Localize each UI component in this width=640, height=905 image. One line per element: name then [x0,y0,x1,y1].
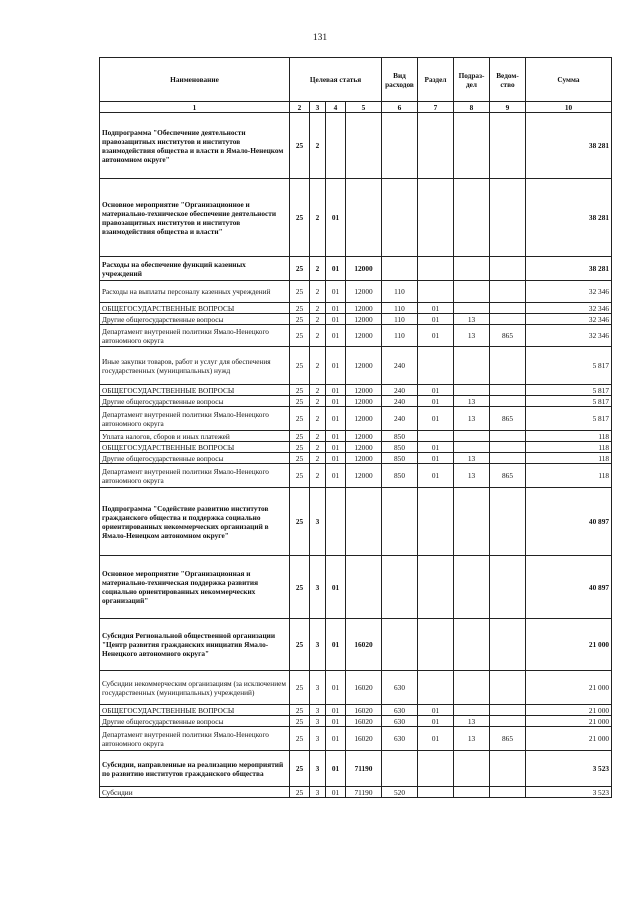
column-number: 5 [346,102,382,113]
code-subprogram: 2 [310,325,326,347]
code-event: 01 [326,325,346,347]
subsection-cell: 13 [454,325,490,347]
code-direction: 16020 [346,619,382,671]
section-cell [418,431,454,442]
expense-type-cell: 520 [382,787,418,798]
expense-type-cell: 110 [382,281,418,303]
row-name: Субсидии некоммерческим организациям (за исключением государственных (муниципальных) учреждений) [100,671,290,705]
department-cell [490,619,526,671]
subsection-cell [454,619,490,671]
amount-cell: 32 346 [526,325,612,347]
amount-cell: 21 000 [526,619,612,671]
code-event: 01 [326,751,346,787]
section-cell: 01 [418,442,454,453]
code-subprogram: 2 [310,464,326,488]
expense-type-cell: 240 [382,385,418,396]
section-cell [418,619,454,671]
row-name: Подпрограмма "Обеспечение деятельности правозащитных институтов и институтов взаимодействия общества и власти в Ямало-Ненецком автономном округе" [100,113,290,179]
code-direction: 12000 [346,396,382,407]
row-name: Расходы на обеспечение функций казенных учреждений [100,257,290,281]
code-subprogram: 3 [310,619,326,671]
subsection-cell: 13 [454,464,490,488]
code-program: 25 [290,619,310,671]
code-event: 01 [326,431,346,442]
section-cell [418,751,454,787]
row-name: ОБЩЕГОСУДАРСТВЕННЫЕ ВОПРОСЫ [100,705,290,716]
table-row [100,396,612,407]
code-program: 25 [290,347,310,385]
code-direction: 12000 [346,431,382,442]
code-subprogram: 3 [310,751,326,787]
table-row [100,787,612,798]
code-subprogram: 3 [310,556,326,619]
code-program: 25 [290,431,310,442]
row-name: Расходы на выплаты персоналу казенных учреждений [100,281,290,303]
expense-type-cell: 630 [382,727,418,751]
department-cell [490,303,526,314]
amount-cell: 21 000 [526,705,612,716]
section-cell: 01 [418,705,454,716]
subsection-cell [454,385,490,396]
row-name: Другие общегосударственные вопросы [100,716,290,727]
table-row [100,179,612,257]
code-direction [346,556,382,619]
row-name: Другие общегосударственные вопросы [100,453,290,464]
amount-cell: 21 000 [526,671,612,705]
department-cell: 865 [490,464,526,488]
header-department: Ведом-ство [490,58,526,102]
section-cell: 01 [418,716,454,727]
code-program: 25 [290,257,310,281]
table-row [100,751,612,787]
expense-type-cell [382,619,418,671]
code-direction: 12000 [346,281,382,303]
amount-cell: 32 346 [526,314,612,325]
expense-type-cell: 110 [382,314,418,325]
code-event: 01 [326,385,346,396]
code-program: 25 [290,385,310,396]
expense-type-cell [382,556,418,619]
amount-cell: 118 [526,431,612,442]
expense-type-cell [382,257,418,281]
subsection-cell: 13 [454,453,490,464]
row-name: Департамент внутренней политики Ямало-Ненецкого автономного округа [100,727,290,751]
code-program: 25 [290,464,310,488]
table-row [100,314,612,325]
subsection-cell [454,113,490,179]
code-subprogram: 2 [310,385,326,396]
section-cell [418,787,454,798]
code-direction: 16020 [346,671,382,705]
header-name: Наименование [100,58,290,102]
section-cell [418,671,454,705]
amount-cell: 118 [526,453,612,464]
header-amount: Сумма [526,58,612,102]
expense-type-cell: 240 [382,407,418,431]
amount-cell: 5 817 [526,396,612,407]
code-direction: 12000 [346,347,382,385]
amount-cell: 5 817 [526,407,612,431]
table-row [100,257,612,281]
column-number: 3 [310,102,326,113]
subsection-cell [454,442,490,453]
expense-type-cell [382,751,418,787]
code-event: 01 [326,464,346,488]
expense-type-cell: 110 [382,303,418,314]
section-cell: 01 [418,464,454,488]
subsection-cell [454,705,490,716]
section-cell: 01 [418,325,454,347]
code-direction: 71190 [346,751,382,787]
table-row [100,705,612,716]
expense-type-cell: 850 [382,431,418,442]
table-row [100,281,612,303]
code-program: 25 [290,113,310,179]
table-row [100,303,612,314]
code-direction: 16020 [346,716,382,727]
expense-type-cell [382,113,418,179]
column-number: 10 [526,102,612,113]
department-cell [490,716,526,727]
expense-type-cell: 850 [382,442,418,453]
code-program: 25 [290,179,310,257]
code-subprogram: 2 [310,179,326,257]
code-direction: 16020 [346,727,382,751]
code-subprogram: 2 [310,396,326,407]
table-row [100,113,612,179]
code-event: 01 [326,787,346,798]
code-subprogram: 3 [310,787,326,798]
subsection-cell: 13 [454,314,490,325]
amount-cell: 40 897 [526,488,612,556]
section-cell [418,347,454,385]
code-direction: 12000 [346,303,382,314]
code-subprogram: 3 [310,716,326,727]
column-number: 2 [290,102,310,113]
code-event: 01 [326,671,346,705]
section-cell [418,113,454,179]
subsection-cell [454,179,490,257]
table-body [100,113,612,798]
subsection-cell [454,431,490,442]
code-direction [346,113,382,179]
code-program: 25 [290,671,310,705]
amount-cell: 118 [526,464,612,488]
code-program: 25 [290,303,310,314]
amount-cell: 5 817 [526,385,612,396]
table-header-row [100,58,612,102]
amount-cell: 32 346 [526,303,612,314]
subsection-cell [454,347,490,385]
code-program: 25 [290,751,310,787]
table-row [100,431,612,442]
row-name: Другие общегосударственные вопросы [100,396,290,407]
section-cell [418,257,454,281]
table-row [100,727,612,751]
code-event: 01 [326,453,346,464]
department-cell [490,488,526,556]
department-cell: 865 [490,407,526,431]
subsection-cell [454,488,490,556]
department-cell [490,113,526,179]
expense-type-cell: 240 [382,396,418,407]
code-subprogram: 2 [310,303,326,314]
section-cell: 01 [418,407,454,431]
code-event: 01 [326,303,346,314]
code-subprogram: 2 [310,431,326,442]
code-direction: 12000 [346,325,382,347]
table-row [100,716,612,727]
code-program: 25 [290,787,310,798]
section-cell: 01 [418,453,454,464]
department-cell [490,751,526,787]
row-name: Департамент внутренней политики Ямало-Ненецкого автономного округа [100,464,290,488]
row-name: ОБЩЕГОСУДАРСТВЕННЫЕ ВОПРОСЫ [100,442,290,453]
code-event: 01 [326,716,346,727]
table-row [100,488,612,556]
code-direction: 16020 [346,705,382,716]
code-subprogram: 2 [310,113,326,179]
subsection-cell [454,751,490,787]
amount-cell: 38 281 [526,113,612,179]
row-name: Другие общегосударственные вопросы [100,314,290,325]
table-row [100,556,612,619]
department-cell: 865 [490,325,526,347]
expense-type-cell: 630 [382,671,418,705]
subsection-cell [454,787,490,798]
code-event: 01 [326,556,346,619]
amount-cell: 21 000 [526,727,612,751]
code-subprogram: 2 [310,453,326,464]
column-number: 8 [454,102,490,113]
code-direction: 71190 [346,787,382,798]
section-cell: 01 [418,314,454,325]
section-cell: 01 [418,727,454,751]
subsection-cell [454,556,490,619]
section-cell: 01 [418,396,454,407]
row-name: Основное мероприятие "Организационное и материально-техническое обеспечение деятельности правозащитных институтов и институтов взаимодействия общества и власти" [100,179,290,257]
amount-cell: 5 817 [526,347,612,385]
code-subprogram: 2 [310,314,326,325]
amount-cell: 38 281 [526,257,612,281]
code-program: 25 [290,705,310,716]
amount-cell: 21 000 [526,716,612,727]
expense-type-cell [382,488,418,556]
subsection-cell: 13 [454,727,490,751]
column-number: 4 [326,102,346,113]
table-row [100,619,612,671]
header-expense-type: Вид расходов [382,58,418,102]
code-event: 01 [326,396,346,407]
department-cell [490,431,526,442]
column-number: 6 [382,102,418,113]
table-row [100,464,612,488]
code-event: 01 [326,314,346,325]
column-number: 9 [490,102,526,113]
table-row [100,347,612,385]
code-program: 25 [290,325,310,347]
department-cell [490,385,526,396]
row-name: Департамент внутренней политики Ямало-Ненецкого автономного округа [100,325,290,347]
subsection-cell: 13 [454,716,490,727]
code-program: 25 [290,488,310,556]
code-program: 25 [290,281,310,303]
row-name: Департамент внутренней политики Ямало-Ненецкого автономного округа [100,407,290,431]
header-target-article: Целевая статья [290,58,382,102]
code-subprogram: 2 [310,257,326,281]
row-name: Субсидии [100,787,290,798]
code-direction: 12000 [346,407,382,431]
code-event [326,488,346,556]
section-cell [418,179,454,257]
code-event: 01 [326,442,346,453]
code-program: 25 [290,407,310,431]
table-row [100,442,612,453]
department-cell [490,787,526,798]
amount-cell: 3 523 [526,751,612,787]
column-number-row [100,102,612,113]
row-name: ОБЩЕГОСУДАРСТВЕННЫЕ ВОПРОСЫ [100,385,290,396]
code-subprogram: 2 [310,347,326,385]
code-program: 25 [290,314,310,325]
column-number: 7 [418,102,454,113]
subsection-cell [454,281,490,303]
section-cell [418,556,454,619]
row-name: Уплата налогов, сборов и иных платежей [100,431,290,442]
amount-cell: 38 281 [526,179,612,257]
subsection-cell: 13 [454,396,490,407]
code-direction: 12000 [346,453,382,464]
code-event: 01 [326,619,346,671]
code-program: 25 [290,556,310,619]
code-direction: 12000 [346,464,382,488]
code-event: 01 [326,705,346,716]
expense-type-cell: 850 [382,464,418,488]
department-cell [490,442,526,453]
subsection-cell: 13 [454,407,490,431]
code-subprogram: 3 [310,705,326,716]
column-number: 1 [100,102,290,113]
code-direction: 12000 [346,385,382,396]
subsection-cell [454,303,490,314]
table-row [100,325,612,347]
code-program: 25 [290,396,310,407]
code-subprogram: 2 [310,407,326,431]
code-event: 01 [326,347,346,385]
code-direction [346,179,382,257]
expense-type-cell: 850 [382,453,418,464]
expense-type-cell: 240 [382,347,418,385]
amount-cell: 3 523 [526,787,612,798]
row-name: ОБЩЕГОСУДАРСТВЕННЫЕ ВОПРОСЫ [100,303,290,314]
row-name: Субсидии, направленные на реализацию мероприятий по развитию институтов гражданского общества [100,751,290,787]
amount-cell: 40 897 [526,556,612,619]
department-cell [490,556,526,619]
row-name: Основное мероприятие "Организационная и материально-техническая поддержка развития социально ориентированных некоммерческих организаций" [100,556,290,619]
code-direction: 12000 [346,314,382,325]
department-cell [490,705,526,716]
department-cell [490,179,526,257]
code-event: 01 [326,179,346,257]
code-event: 01 [326,257,346,281]
row-name: Подпрограмма "Содействие развитию институтов гражданского общества и поддержка социально ориентированных некоммерческих организаций в Ямало-Ненецком автономном округе" [100,488,290,556]
code-subprogram: 3 [310,671,326,705]
expense-type-cell: 110 [382,325,418,347]
department-cell [490,347,526,385]
department-cell: 865 [490,727,526,751]
department-cell [490,671,526,705]
code-subprogram: 3 [310,727,326,751]
section-cell: 01 [418,385,454,396]
department-cell [490,257,526,281]
row-name: Иные закупки товаров, работ и услуг для обеспечения государственных (муниципальных) нужд [100,347,290,385]
code-event [326,113,346,179]
subsection-cell [454,671,490,705]
table-row [100,385,612,396]
code-program: 25 [290,442,310,453]
table-row [100,453,612,464]
table-row [100,671,612,705]
amount-cell: 118 [526,442,612,453]
header-subsection: Подраз-дел [454,58,490,102]
page-number: 131 [312,33,328,43]
code-subprogram: 2 [310,442,326,453]
expense-type-cell: 630 [382,716,418,727]
row-name: Субсидия Региональной общественной организации "Центр развития гражданских инициатив Ямало-Ненецкого автономного округа" [100,619,290,671]
code-direction: 12000 [346,257,382,281]
expense-type-cell: 630 [382,705,418,716]
code-subprogram: 3 [310,488,326,556]
department-cell [490,453,526,464]
amount-cell: 32 346 [526,281,612,303]
code-direction: 12000 [346,442,382,453]
code-direction [346,488,382,556]
code-program: 25 [290,727,310,751]
department-cell [490,314,526,325]
department-cell [490,281,526,303]
table-row [100,407,612,431]
budget-table [99,57,612,798]
department-cell [490,396,526,407]
code-event: 01 [326,407,346,431]
code-program: 25 [290,716,310,727]
code-event: 01 [326,281,346,303]
section-cell [418,488,454,556]
section-cell [418,281,454,303]
code-subprogram: 2 [310,281,326,303]
header-section: Раздел [418,58,454,102]
expense-type-cell [382,179,418,257]
code-program: 25 [290,453,310,464]
subsection-cell [454,257,490,281]
code-event: 01 [326,727,346,751]
section-cell: 01 [418,303,454,314]
